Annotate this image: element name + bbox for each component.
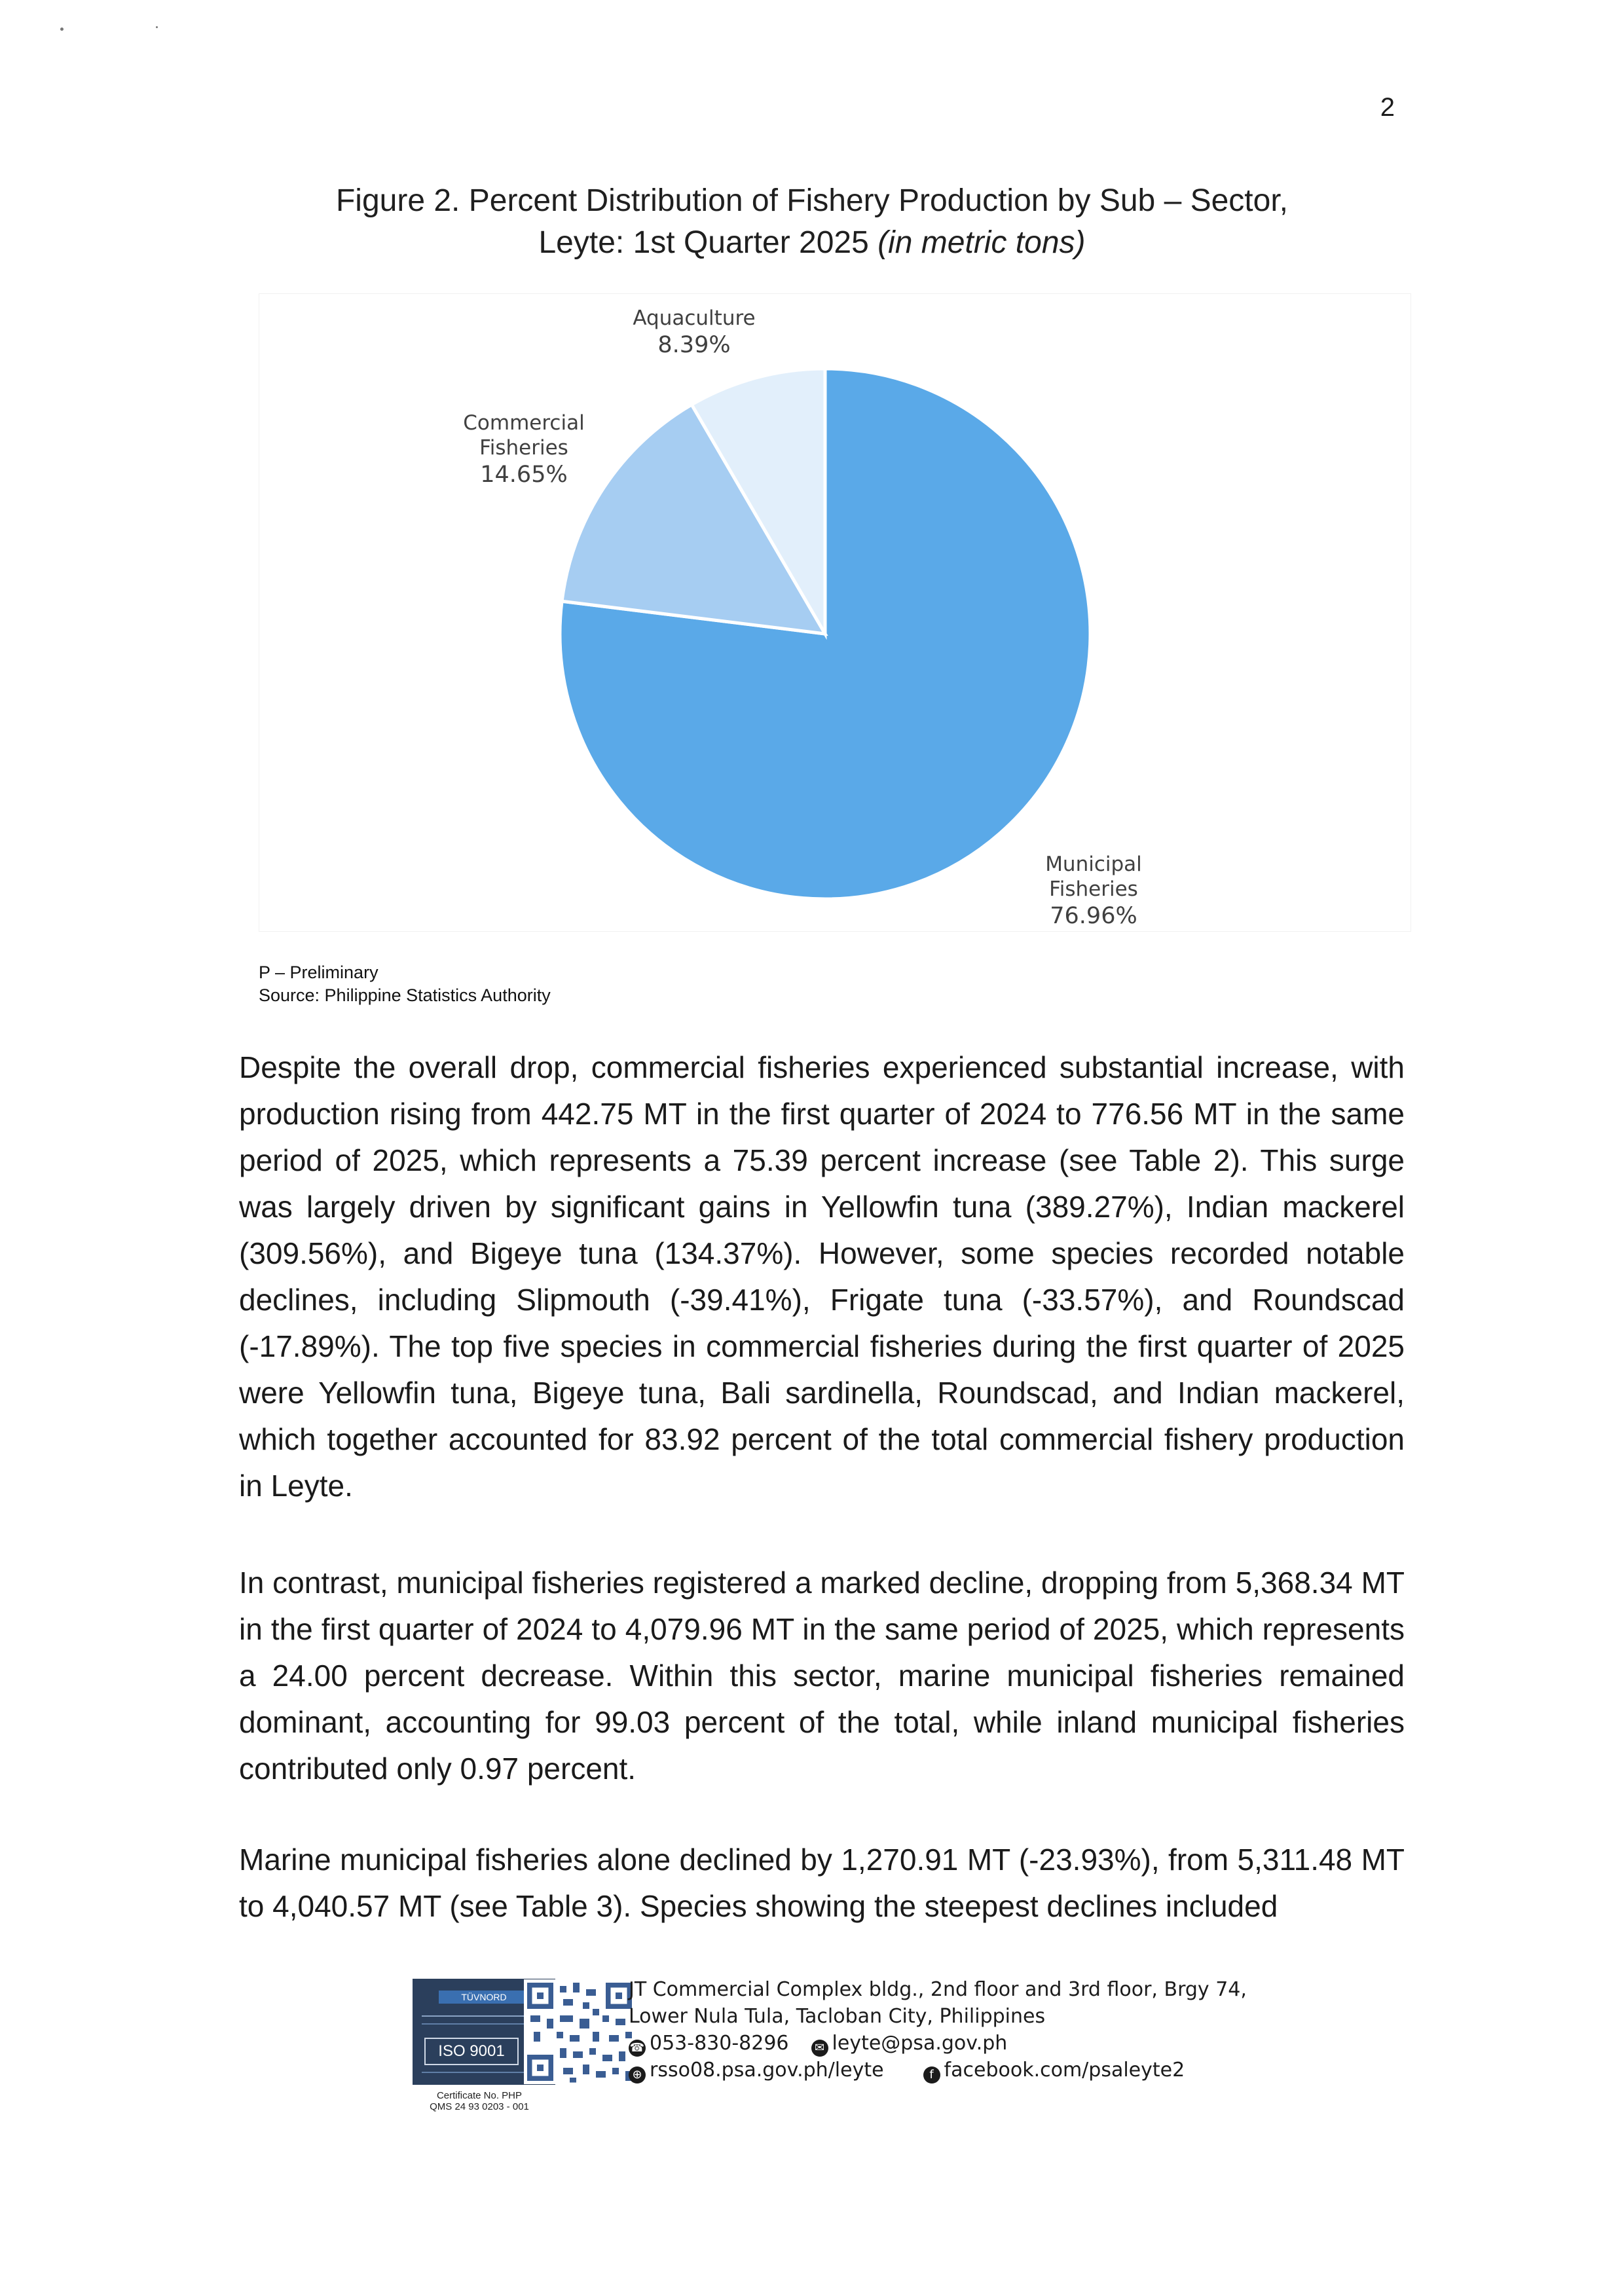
facebook-icon: f <box>923 2066 940 2084</box>
tuv-brand: TÜVNORD <box>439 1991 529 2004</box>
pie-label-value: 76.96% <box>1050 903 1137 929</box>
figure-title-line2-plain: Leyte: 1st Quarter 2025 <box>538 225 878 260</box>
paragraph-marine: Marine municipal fisheries alone declined by 1,270.91 MT (-23.93%), from 5,311.48 MT to 4,040.57 MT (see Table 3). Species showing the steepest declines included <box>239 1843 1405 1923</box>
pie-chart-svg <box>259 293 1411 932</box>
cert-line1: Certificate No. PHP <box>436 2090 523 2101</box>
contact-info <box>629 1976 1247 2084</box>
pie-label-value: 14.65% <box>480 462 568 488</box>
cert-line2: QMS 24 93 0203 - 001 <box>430 2101 529 2112</box>
pie-label-value: 8.39% <box>657 332 731 358</box>
pie-chart <box>259 293 1411 932</box>
contact-row-web-facebook <box>629 2057 1247 2084</box>
figure-title <box>236 180 1388 264</box>
globe-icon: ⊕ <box>629 2066 646 2084</box>
pie-label-name: Fisheries <box>479 436 568 460</box>
page-number: 2 <box>1380 93 1395 122</box>
scan-speck <box>156 26 158 28</box>
email-link[interactable]: leyte@psa.gov.ph <box>832 2032 1008 2055</box>
phone-number[interactable]: 053-830-8296 <box>650 2032 789 2055</box>
preliminary-note: P – Preliminary <box>259 963 378 982</box>
certificate-number <box>401 2090 558 2112</box>
pie-label-name: Municipal <box>1045 853 1142 876</box>
address-line1: JT Commercial Complex bldg., 2nd floor and 3rd floor, Brgy 74, <box>629 1978 1247 2001</box>
figure-notes <box>259 961 551 1007</box>
paragraph-municipal: In contrast, municipal fisheries registered a marked decline, dropping from 5,368.34 MT in the first quarter of 2024 to 4,079.96 MT in the same period of 2025, which represents a 24.00 percent decrease. Within this sector, marine municipal fisheries remained dominant, accounting for 99.03 percent of the total, while inland municipal fisheries contributed only 0.97 percent. <box>239 1566 1405 1786</box>
paragraph-commercial: Despite the overall drop, commercial fisheries experienced substantial increase, with production rising from 442.75 MT in the first quarter of 2024 to 776.56 MT in the same period of 2025, which represents a 75.39 percent increase (see Table 2). This surge was largely driven by significant gains in Yellowfin tuna (389.27%), Indian mackerel (309.56%), and Bigeye tuna (134.37%). However, some species recorded notable declines, including Slipmouth (-39.41%), Frigate tuna (-33.57%), and Roundscad (-17.89%). The top five species in commercial fisheries during the first quarter of 2025 were Yellowfin tuna, Bigeye tuna, Bali sardinella, Roundscad, and Indian mackerel, which together accounted for 83.92 percent of the total commercial fishery production in Leyte. <box>239 1050 1405 1503</box>
address-line2: Lower Nula Tula, Tacloban City, Philippines <box>629 2005 1046 2028</box>
figure-title-line1: Figure 2. Percent Distribution of Fishery Production by Sub – Sector, <box>335 183 1289 218</box>
contact-row-phone-email <box>629 2030 1247 2057</box>
figure-title-line2-italic: (in metric tons) <box>877 225 1086 260</box>
email-icon: ✉ <box>811 2040 828 2057</box>
phone-icon: ☎ <box>629 2040 646 2057</box>
pie-label-name: Fisheries <box>1049 877 1138 901</box>
label-municipal-fisheries <box>1045 853 1142 929</box>
pie-slices <box>560 369 1090 899</box>
iso-badge: ISO 9001 <box>424 2038 519 2065</box>
qr-code-icon[interactable] <box>524 1979 635 2085</box>
website-link[interactable]: rsso08.psa.gov.ph/leyte <box>650 2059 884 2082</box>
pie-label-name: Aquaculture <box>633 306 756 330</box>
facebook-link[interactable]: facebook.com/psaleyte2 <box>944 2059 1185 2082</box>
figure-title-line2 <box>236 222 1388 264</box>
pie-label-name: Commercial <box>463 411 585 435</box>
label-commercial-fisheries <box>463 411 584 488</box>
scan-speck <box>60 28 64 31</box>
source-note: Source: Philippine Statistics Authority <box>259 985 551 1005</box>
